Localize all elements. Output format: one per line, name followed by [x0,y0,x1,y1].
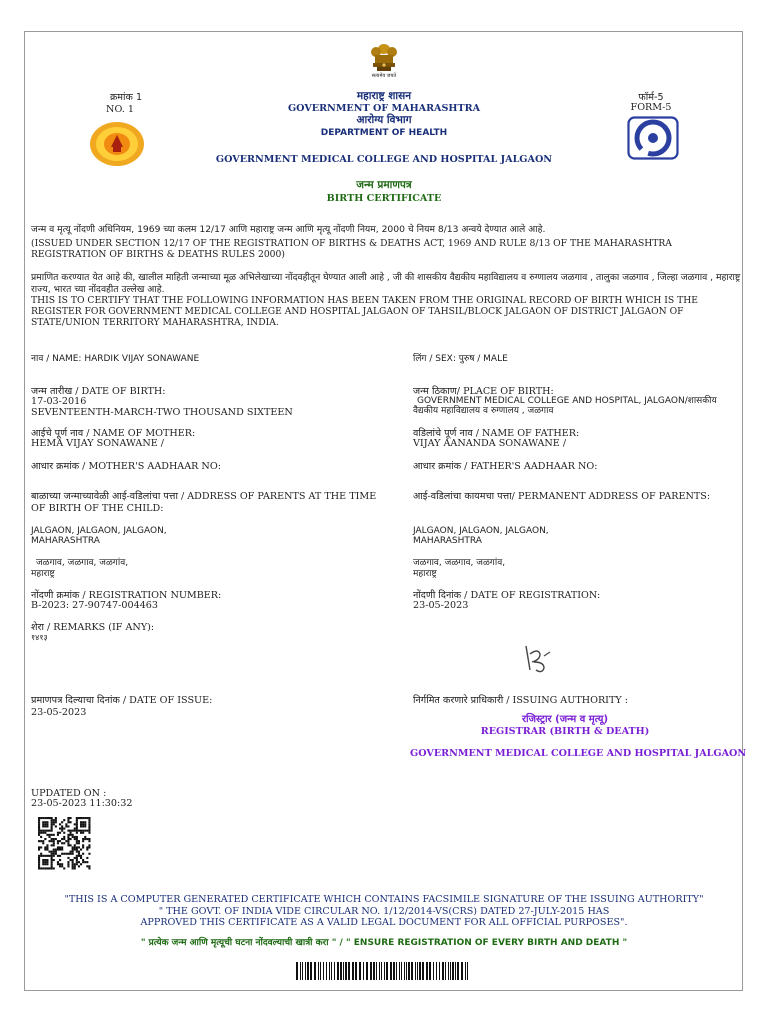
registration-number-label: नोंदणी क्रमांक / REGISTRATION NUMBER: [31,590,222,601]
registration-date-label: नोंदणी दिनांक / DATE OF REGISTRATION: [413,590,601,601]
number-label-mr: क्रमांक 1 [109,92,143,103]
child-sex: लिंग / SEX: पुरुष / MALE [413,354,508,364]
permanent-address-label: आई-वडिलांचा कायमचा पत्ता/ PERMANENT ADDRESS OF PARENTS: [413,491,711,502]
issued-under-mr: जन्म व मृत्यू नोंदणी अधिनियम, 1969 च्या कलम 12/17 आणि महाराष्ट्र जन्म आणि मृत्यू नोंदणी नियम, 2000 चे नियम 8/13 अन्वये देण्यात आले आहे. [31,224,546,235]
registrar-title-mr: रजिस्ट्रार (जन्म व मृत्यू) [521,714,609,725]
father-name-label: वडिलांचे पूर्ण नाव / NAME OF FATHER: [413,428,580,439]
birth-address-en-line2: MAHARASHTRA [31,536,100,546]
updated-on-label: UPDATED ON : [31,788,107,799]
family-welfare-icon [627,116,679,160]
barcode-icon [296,962,472,980]
child-name: नाव / NAME: HARDIK VIJAY SONAWANE [31,354,200,364]
maharashtra-seal [89,121,145,167]
number-label-en: NO. 1 [106,104,134,115]
signature-icon [518,640,558,676]
birth-address-mr-line1: जळगाव, जळगाव, जळगांव, [36,558,129,568]
govt-heading-en: GOVERNMENT OF MAHARASHTRA [287,103,481,114]
footer-slogan: " प्रत्येक जन्म आणि मृत्यूची घटना नोंदवल्याची खात्री करा " / " ENSURE REGISTRATION OF EVERY BIRTH AND DEATH " [140,938,628,948]
issue-date-value: 23-05-2023 [31,707,87,718]
certificate-title-en: BIRTH CERTIFICATE [326,193,442,204]
permanent-address-mr-line2: महाराष्ट्र [413,569,437,579]
pob-value-line1: GOVERNMENT MEDICAL COLLEGE AND HOSPITAL, JALGAON/शासकीय [417,396,717,406]
authority-hospital: GOVERNMENT MEDICAL COLLEGE AND HOSPITAL JALGAON [410,748,747,759]
ashoka-lion-icon [367,42,401,72]
birth-address-mr-line2: महाराष्ट्र [31,569,55,579]
facsimile-signature [518,640,558,676]
registration-date-value: 23-05-2023 [413,600,469,611]
footer-computer-generated: "THIS IS A COMPUTER GENERATED CERTIFICATE WHICH CONTAINS FACSIMILE SIGNATURE OF THE ISSUING AUTHORITY" [64,894,704,905]
health-department-logo [627,116,679,160]
mother-name-label: आईचे पूर्ण नाव / NAME OF MOTHER: [31,428,196,439]
birth-address-label: बाळाच्या जन्माच्यावेळी आई-वडिलांचा पत्ता / ADDRESS OF PARENTS AT THE TIME [31,491,377,502]
emblem-motto: सत्यमेव जयते [371,73,397,79]
dept-heading-en: DEPARTMENT OF HEALTH [320,128,448,138]
permanent-address-mr-line1: जळगाव, जळगाव, जळगांव, [413,558,506,568]
pob-label: जन्म ठिकाण/ PLACE OF BIRTH: [413,386,554,397]
qr-code-icon [36,816,94,870]
issued-under-en: (ISSUED UNDER SECTION 12/17 OF THE REGISTRATION OF BIRTHS & DEATHS ACT, 1969 AND RULE 8/13 OF THE MAHARASHTRA REGISTRATION OF BIRTHS & DEATHS RULES 2000) [31,238,672,260]
father-aadhaar: आधार क्रमांक / FATHER'S AADHAAR NO: [413,461,598,472]
issuing-authority-label: निर्गमित करणारे प्राधिकारी / ISSUING AUTHORITY : [413,695,628,706]
father-name-value: VIJAY AANANDA SONAWANE / [413,438,567,449]
qr-code [36,816,94,870]
birth-address-en-line1: JALGAON, JALGAON, JALGAON, [31,526,167,536]
issue-date-label: प्रमाणपत्र दिल्याचा दिनांक / DATE OF ISSUE: [31,695,213,706]
state-seal-icon [89,121,145,167]
pob-value-line2: वैद्यकीय महाविद्यालय व रुग्णालय , जळगाव [413,406,554,416]
remarks-label: शेरा / REMARKS (IF ANY): [31,622,155,633]
permanent-address-en-line2: MAHARASHTRA [413,536,482,546]
dob-words: SEVENTEENTH-MARCH-TWO THOUSAND SIXTEEN [31,407,293,418]
registration-number-value: B-2023: 27-90747-004463 [31,600,159,611]
birth-address-label-cont: OF BIRTH OF THE CHILD: [31,503,164,514]
hospital-heading: GOVERNMENT MEDICAL COLLEGE AND HOSPITAL JALGAON [215,154,553,165]
mother-aadhaar: आधार क्रमांक / MOTHER'S AADHAAR NO: [31,461,221,472]
remarks-value: १४१३ [31,633,48,642]
footer-circular: " THE GOVT. OF INDIA VIDE CIRCULAR NO. 1/12/2014-VS(CRS) DATED 27-JULY-2015 HAS [158,906,610,917]
form-label-mr: फॉर्म-5 [638,92,664,103]
certify-statement-en: THIS IS TO CERTIFY THAT THE FOLLOWING INFORMATION HAS BEEN TAKEN FROM THE ORIGINAL RECORD OF BIRTH WHICH IS THE REGISTER FOR GOVERNMENT MEDICAL COLLEGE AND HOSPITAL JALGAON OF TAHSIL/BLOCK JALGAON OF DISTRICT JALGAON OF STATE/UNION TERRITORY MAHARASHTRA, INDIA. [31,295,698,328]
updated-on-value: 23-05-2023 11:30:32 [31,798,133,809]
dept-heading-mr: आरोग्य विभाग [356,114,412,126]
registrar-title-en: REGISTRAR (BIRTH & DEATH) [480,726,650,737]
dob-label: जन्म तारीख / DATE OF BIRTH: [31,386,166,397]
certify-statement-mr: प्रमाणित करण्यात येत आहे की, खालील माहिती जन्माच्या मूळ अभिलेखाच्या नोंदवहीतून घेण्यात आली आहे , जी की शासकीय वैद्यकीय महाविद्यालय व रुग्णालय जळगाव , तालुका जळगाव , जिल्हा जळगाव , महाराष्ट्र राज्य, भारत च्या नोंदवहीत उल्लेख आहे. [31,272,741,295]
certificate-title-mr: जन्म प्रमाणपत्र [356,179,412,191]
dob-value: 17-03-2016 [31,396,87,407]
mother-name-value: HEMA VIJAY SONAWANE / [31,438,165,449]
barcode [296,962,472,980]
govt-heading-mr: महाराष्ट्र शासन [356,90,412,102]
form-label-en: FORM-5 [630,102,672,113]
permanent-address-en-line1: JALGAON, JALGAON, JALGAON, [413,526,549,536]
footer-approved: APPROVED THIS CERTIFICATE AS A VALID LEGAL DOCUMENT FOR ALL OFFICIAL PURPOSES". [140,917,628,928]
